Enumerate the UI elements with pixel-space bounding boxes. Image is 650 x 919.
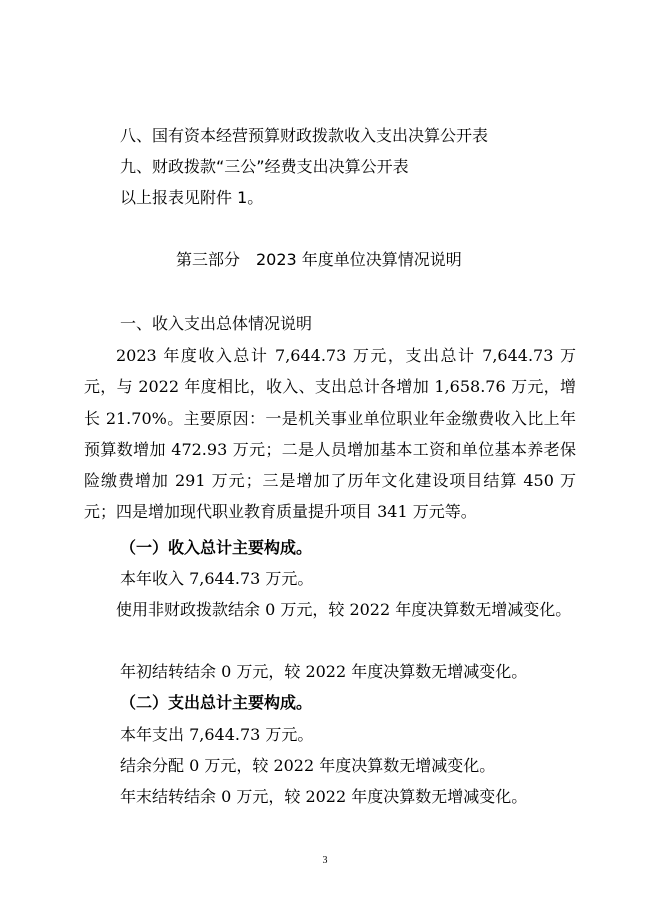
income-carryover: 年初结转结余 0 万元，较 2022 年度决算数无增减变化。 [120, 662, 528, 681]
part-heading: 第三部分 2023 年度单位决算情况说明 [176, 250, 462, 269]
expense-heading: （二）支出总计主要构成。 [120, 693, 313, 712]
income-heading: （一）收入总计主要构成。 [120, 538, 313, 557]
attachment-note: 以上报表见附件 1。 [120, 188, 264, 207]
expense-distribution: 结余分配 0 万元，较 2022 年度决算数无增减变化。 [120, 756, 496, 775]
income-non-fiscal: 使用非财政拨款结余 0 万元，较 2022 年度决算数无增减变化。 [116, 600, 572, 619]
expense-carryover: 年末结转结余 0 万元，较 2022 年度决算数无增减变化。 [120, 787, 528, 806]
intro-paragraph: 2023 年度收入总计 7,644.73 万元，支出总计 7,644.73 万元，与 2022 年度相比，收入、支出总计各增加 1,658.76 万元，增长 21.70%。主要原因：一是机关事业单位职业年金缴费收入比上年预算数增加 472.93 万元；二是人员增加基本工资和单位基本养老保险缴费增加 291 万元；三是增加了历年文化建设项目结算 450 万元；四是增加现代职业教育质量提升项目 341 万元等。 [84, 346, 576, 522]
expense-total: 本年支出 7,644.73 万元。 [120, 725, 314, 744]
list-item-9: 九、财政拨款“三公”经费支出决算公开表 [120, 157, 409, 176]
section-heading: 一、收入支出总体情况说明 [120, 314, 313, 333]
income-total: 本年收入 7,644.73 万元。 [120, 569, 314, 588]
list-item-8: 八、国有资本经营预算财政拨款收入支出决算公开表 [120, 126, 489, 145]
page-number: 3 [322, 855, 328, 866]
